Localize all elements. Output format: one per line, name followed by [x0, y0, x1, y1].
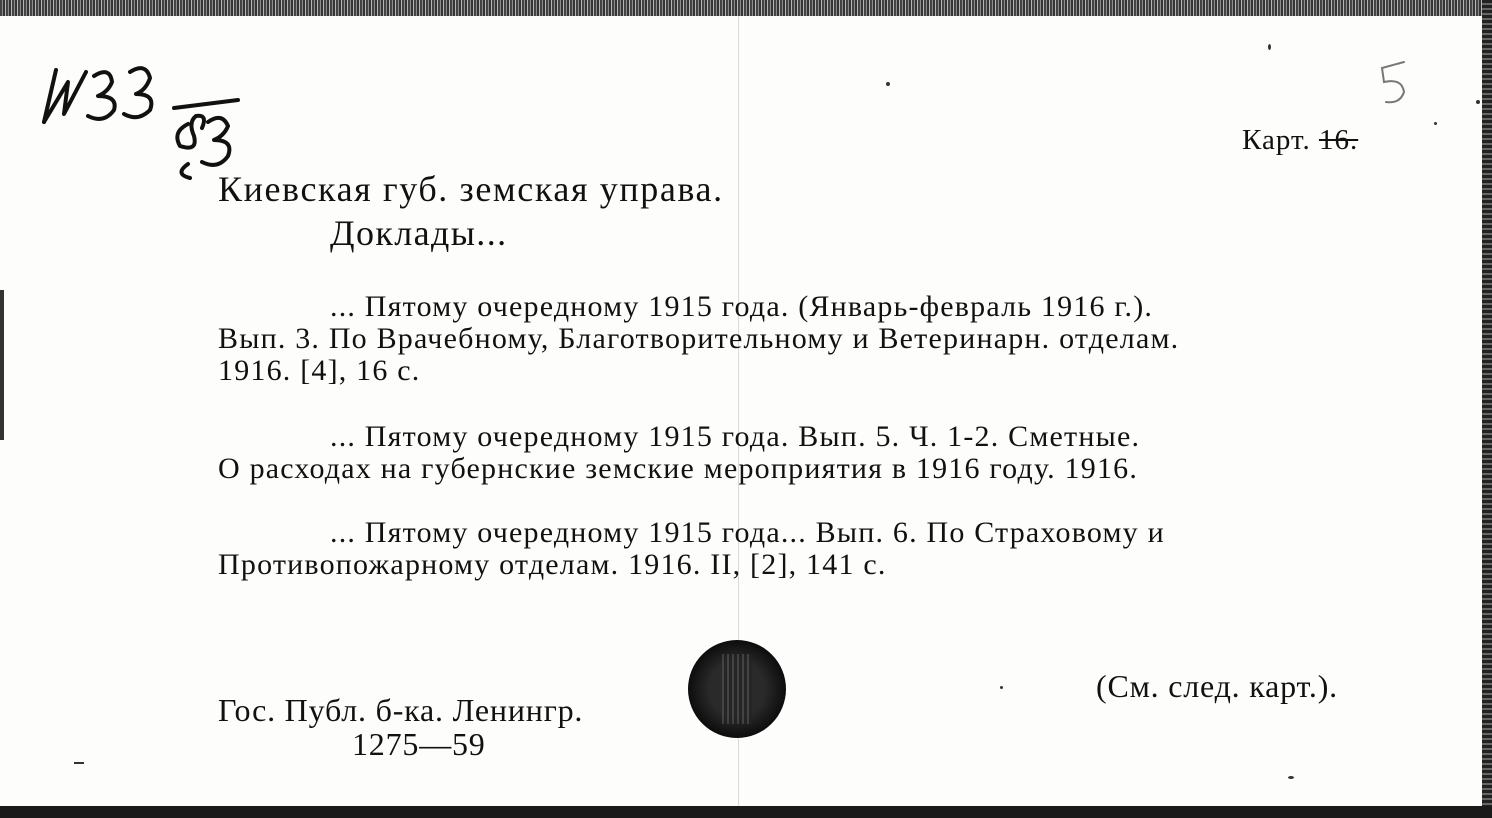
entry-1-line-2: Вып. 3. По Врачебному, Благотворительному и Ветеринарн. отделам.: [218, 322, 1180, 355]
punch-hole: [688, 640, 786, 738]
card-right-edge: [1482, 0, 1492, 818]
entry-1-line-1: ... Пятому очередному 1915 года. (Январь-февраль 1916 г.).: [330, 290, 1154, 323]
card-bottom-edge: [0, 806, 1492, 818]
card-number-crossed: 16.: [1318, 124, 1359, 156]
handwritten-shelfmark: [38, 52, 258, 182]
card-top-edge: [0, 0, 1492, 16]
heading-author: Киевская губ. земская управа.: [218, 169, 724, 209]
speck: [1268, 44, 1271, 50]
entry-3-line-2: Противопожарному отделам. 1916. II, [2], 141 с.: [218, 548, 887, 581]
speck: [74, 762, 84, 764]
card-number: [1242, 124, 1358, 157]
entry-3-line-1: ... Пятому очередному 1915 года... Вып. 6. По Страховому и: [330, 516, 1165, 549]
entry-2-line-2: О расходах на губернские земские мероприятия в 1916 году. 1916.: [218, 452, 1139, 485]
holding-library: Гос. Публ. б-ка. Ленингр.: [218, 692, 584, 728]
see-next-card: (См. след. карт.).: [1096, 668, 1338, 704]
speck: [1476, 100, 1480, 104]
entry-1-line-3: 1916. [4], 16 с.: [218, 354, 421, 387]
speck: [1288, 776, 1294, 779]
speck: [1000, 686, 1003, 689]
speck: [886, 82, 890, 86]
holding-code: 1275—59: [352, 726, 486, 762]
pencil-mark-5: [1374, 58, 1414, 110]
speck: [1434, 122, 1437, 125]
card-number-label: Карт.: [1242, 124, 1311, 156]
card-left-edge-mark: [0, 290, 4, 440]
heading-title: Доклады...: [330, 213, 508, 253]
entry-2-line-1: ... Пятому очередному 1915 года. Вып. 5. Ч. 1-2. Сметные.: [330, 420, 1141, 453]
